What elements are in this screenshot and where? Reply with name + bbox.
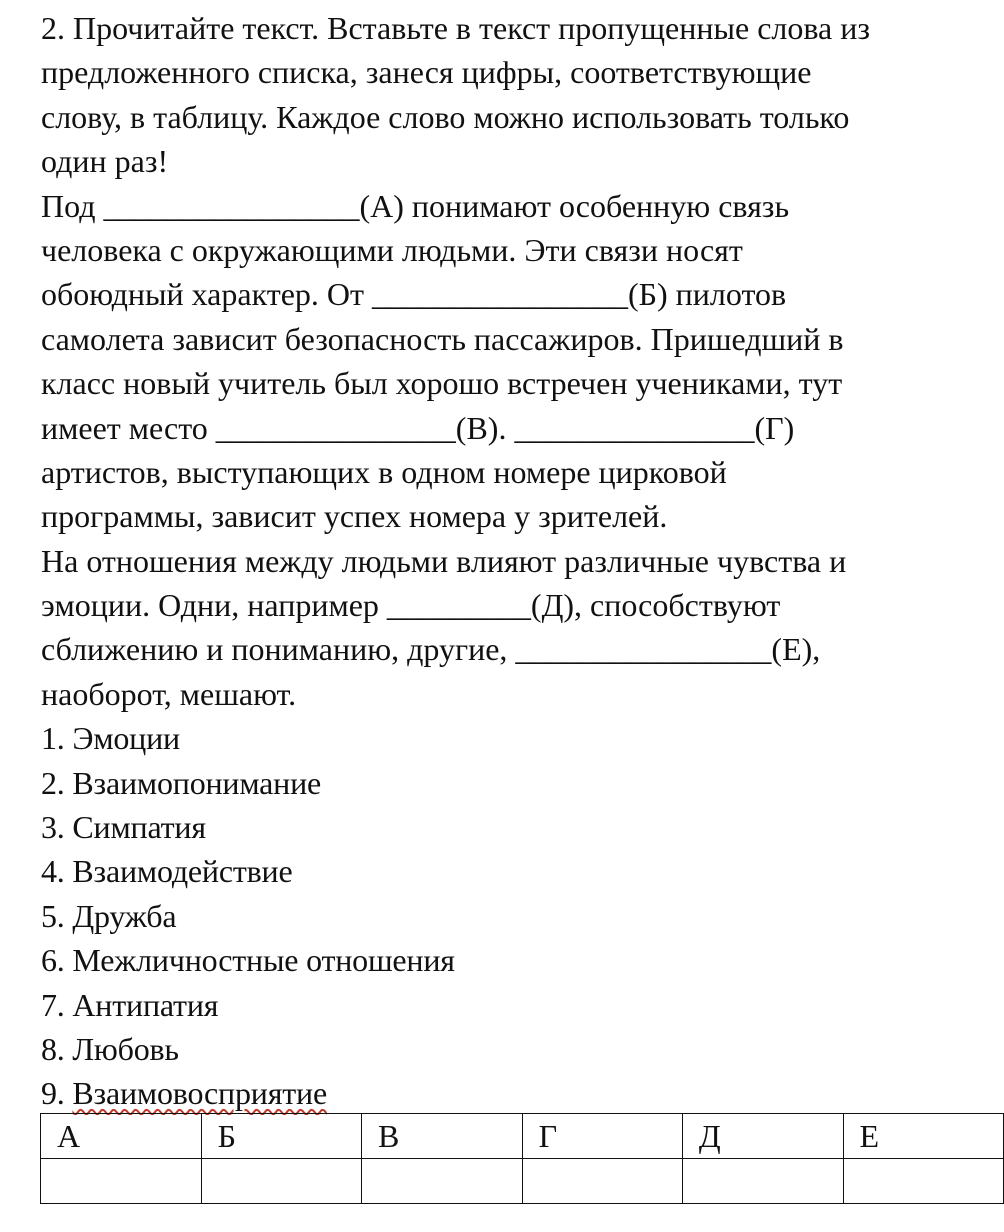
answer-cell[interactable]: [362, 1159, 523, 1204]
task-line: слову, в таблицу. Каждое слово можно использовать только: [41, 98, 850, 135]
task-line: один раз!: [41, 143, 169, 180]
answer-table-header-cell: В: [362, 1114, 523, 1159]
answer-cell[interactable]: [682, 1159, 843, 1204]
answer-table-header-cell: Е: [843, 1114, 1004, 1159]
task-line: класс новый учитель был хорошо встречен учениками, тут: [41, 365, 843, 402]
task-line: обоюдный характер. От ________________(Б) пилотов: [41, 276, 787, 313]
spellcheck-flagged-word: Взаимовосприятие: [72, 1075, 327, 1112]
task-line: 2. Прочитайте текст. Вставьте в текст пропущенные слова из: [41, 10, 871, 46]
task-line: имеет место _______________(В). _______________(Г): [41, 409, 795, 446]
answer-cell[interactable]: [201, 1159, 361, 1204]
answer-cell[interactable]: [41, 1159, 202, 1204]
word-list-item: 2. Взаимопонимание: [41, 764, 322, 801]
task-line: наоборот, мешают.: [41, 675, 297, 712]
task-text: [41, 6, 971, 716]
answer-table-answer-row: [41, 1159, 1004, 1204]
word-list-item: [41, 1071, 971, 1115]
task-line: Под ________________(А) понимают особенную связь: [41, 187, 790, 224]
document-body: [41, 6, 971, 1116]
task-line: эмоции. Одни, например _________(Д), способствуют: [41, 587, 781, 624]
answer-table-header-row: [41, 1114, 1004, 1159]
answer-table: [40, 1113, 1004, 1204]
word-list: [41, 716, 971, 1116]
task-line: предложенного списка, занеся цифры, соответствующие: [41, 54, 812, 91]
task-line: самолета зависит безопасность пассажиров. Пришедший в: [41, 320, 844, 357]
word-list-number: 9.: [41, 1075, 73, 1112]
answer-table-header-cell: Б: [201, 1114, 361, 1159]
task-line: На отношения между людьми влияют различные чувства и: [41, 542, 847, 579]
word-list-item: 6. Межличностные отношения: [41, 942, 455, 979]
word-list-item: 5. Дружба: [41, 897, 177, 934]
answer-table-header-cell: Г: [522, 1114, 682, 1159]
task-line: человека с окружающими людьми. Эти связи носят: [41, 231, 743, 268]
answer-cell[interactable]: [843, 1159, 1004, 1204]
word-list-item: 8. Любовь: [41, 1030, 179, 1067]
word-list-item: 1. Эмоции: [41, 720, 180, 757]
answer-table-header-cell: Д: [682, 1114, 843, 1159]
task-line: артистов, выступающих в одном номере цирковой: [41, 453, 727, 490]
task-line: сближению и пониманию, другие, ________________(Е),: [41, 631, 821, 668]
answer-table-header-cell: А: [41, 1114, 202, 1159]
word-list-item: 7. Антипатия: [41, 986, 219, 1023]
word-list-item: 3. Симпатия: [41, 809, 206, 846]
task-line: программы, зависит успех номера у зрителей.: [41, 498, 668, 535]
answer-cell[interactable]: [522, 1159, 682, 1204]
word-list-item: 4. Взаимодействие: [41, 853, 293, 890]
